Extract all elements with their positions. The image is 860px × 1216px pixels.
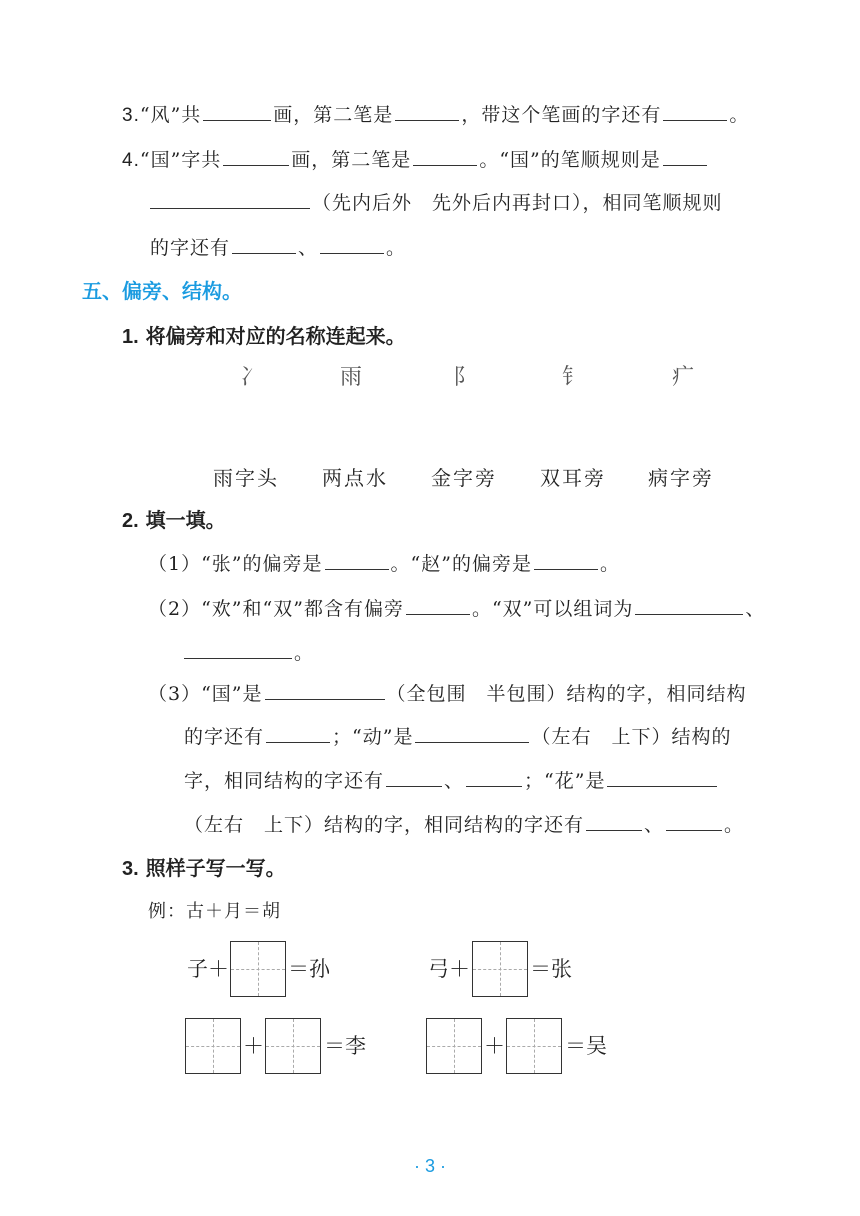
q4-text-3: 。“国”的笔顺规则是 [479, 149, 661, 171]
fill-3-line-1 [148, 679, 747, 708]
fill-3-text-5: （左右 上下）结构的 [531, 726, 732, 748]
row2b-plus: ＋ [484, 1034, 505, 1058]
q4-text-1: “国”字共 [139, 149, 222, 171]
fill-3-line-4 [184, 810, 744, 839]
q3-blank-3[interactable] [663, 100, 727, 121]
fill-title-number: 2. [122, 510, 139, 532]
radical-4[interactable]: 钅 [562, 365, 585, 390]
radical-name-2[interactable]: 两点水 [322, 466, 388, 490]
q4-line-3 [150, 233, 406, 262]
fill-3-blank-1[interactable] [265, 679, 385, 700]
fill-3-blank-4[interactable] [386, 766, 442, 787]
write-box-6[interactable] [506, 1018, 562, 1074]
q4-text-4: （先内后外 先外后内再封口），相同笔顺规则 [312, 192, 723, 214]
match-title-number: 1. [122, 326, 139, 348]
fill-3-blank-6[interactable] [607, 766, 717, 787]
q3-number: 3. [122, 105, 140, 126]
fill-1-text-3: 。 [599, 553, 620, 575]
q3-line [122, 100, 749, 130]
row2a-suffix: ＝李 [324, 1034, 366, 1058]
q4-line-2 [150, 188, 723, 217]
radical-name-1[interactable]: 雨字头 [213, 466, 279, 490]
radical-name-3[interactable]: 金字旁 [431, 466, 497, 490]
radical-5[interactable]: 疒 [672, 365, 695, 390]
radical-name-5[interactable]: 病字旁 [648, 466, 714, 490]
fill-3-blank-7[interactable] [586, 810, 642, 831]
q4-line-1 [122, 145, 709, 175]
write-box-1[interactable] [230, 941, 286, 997]
row2a-plus: ＋ [243, 1034, 264, 1058]
fill-1-text-1: （1）“张”的偏旁是 [148, 553, 323, 575]
fill-3-text-4: ；“动”是 [332, 726, 414, 748]
row2b-suffix: ＝吴 [565, 1034, 607, 1058]
fill-1-text-2: 。“赵”的偏旁是 [390, 553, 532, 575]
fill-title [122, 506, 226, 535]
fill-3-text-1: （3）“国”是 [148, 683, 263, 705]
fill-3-blank-5[interactable] [466, 766, 522, 787]
row1b-prefix: 弓＋ [428, 957, 470, 981]
radical-2[interactable]: 雨 [340, 365, 363, 390]
q3-blank-2[interactable] [395, 100, 459, 121]
q4-text-2: 画，第二笔是 [291, 149, 412, 171]
row1b-suffix: ＝张 [530, 957, 572, 981]
q4-number: 4. [122, 150, 140, 171]
q4-blank-6[interactable] [320, 233, 384, 254]
q3-text-4: 。 [729, 104, 750, 126]
fill-3-text-3: 的字还有 [184, 726, 265, 748]
fill-1-blank-1[interactable] [325, 549, 389, 570]
q4-text-5: 的字还有 [150, 237, 231, 259]
q4-separator: 、 [298, 237, 319, 259]
q3-text-3: ，带这个笔画的字还有 [461, 104, 662, 126]
fill-3-text-7: 、 [444, 770, 465, 792]
write-title-text: 照样子写一写。 [145, 856, 286, 880]
fill-1-line [148, 549, 620, 578]
fill-3-blank-2[interactable] [266, 722, 330, 743]
fill-3-text-11: 。 [724, 814, 745, 836]
fill-3-blank-8[interactable] [666, 810, 722, 831]
row1a-prefix: 子＋ [187, 957, 229, 981]
q3-text-2: 画，第二笔是 [273, 104, 394, 126]
section-5-heading: 五、偏旁、结构。 [82, 279, 242, 303]
q4-blank-5[interactable] [232, 233, 296, 254]
write-title-number: 3. [122, 858, 139, 880]
fill-3-text-2: （全包围 半包围）结构的字，相同结构 [386, 683, 747, 705]
fill-2-text-4: 。 [294, 642, 315, 664]
q4-end: 。 [386, 237, 407, 259]
fill-3-line-3 [184, 766, 719, 795]
fill-3-text-10: 、 [644, 814, 665, 836]
write-box-5[interactable] [426, 1018, 482, 1074]
q3-text-1: “风”共 [139, 104, 202, 126]
match-title-text: 将偏旁和对应的名称连起来。 [145, 324, 406, 348]
q4-blank-1[interactable] [223, 145, 289, 166]
write-example: 例：古＋月＝胡 [148, 901, 281, 922]
write-title [122, 854, 286, 883]
fill-2-blank-1[interactable] [406, 594, 470, 615]
fill-2-text-3: 、 [745, 598, 766, 620]
fill-title-text: 填一填。 [145, 508, 226, 532]
match-title [122, 322, 406, 351]
fill-2-line-1 [148, 594, 765, 623]
write-box-2[interactable] [472, 941, 528, 997]
write-box-3[interactable] [185, 1018, 241, 1074]
radical-1[interactable]: 冫 [240, 365, 263, 390]
fill-2-line-2 [184, 638, 314, 667]
fill-2-blank-2[interactable] [635, 594, 743, 615]
fill-3-text-6: 字，相同结构的字还有 [184, 770, 385, 792]
fill-2-blank-3[interactable] [184, 638, 292, 659]
page-number: · 3 · [413, 1156, 446, 1176]
q4-blank-2[interactable] [413, 145, 477, 166]
fill-3-text-9: （左右 上下）结构的字，相同结构的字还有 [184, 814, 585, 836]
radical-name-4[interactable]: 双耳旁 [540, 466, 606, 490]
fill-3-blank-3[interactable] [415, 722, 529, 743]
q4-blank-4[interactable] [150, 188, 310, 209]
fill-2-text-2: 。“双”可以组词为 [471, 598, 634, 620]
row1a-suffix: ＝孙 [288, 957, 330, 981]
fill-3-text-8: ；“花”是 [524, 770, 606, 792]
fill-1-blank-2[interactable] [534, 549, 598, 570]
write-box-4[interactable] [265, 1018, 321, 1074]
q4-blank-3[interactable] [663, 145, 707, 166]
radical-3[interactable]: 阝 [453, 365, 476, 390]
fill-2-text-1: （2）“欢”和“双”都含有偏旁 [148, 598, 404, 620]
fill-3-line-2 [184, 722, 731, 751]
q3-blank-1[interactable] [203, 100, 271, 121]
